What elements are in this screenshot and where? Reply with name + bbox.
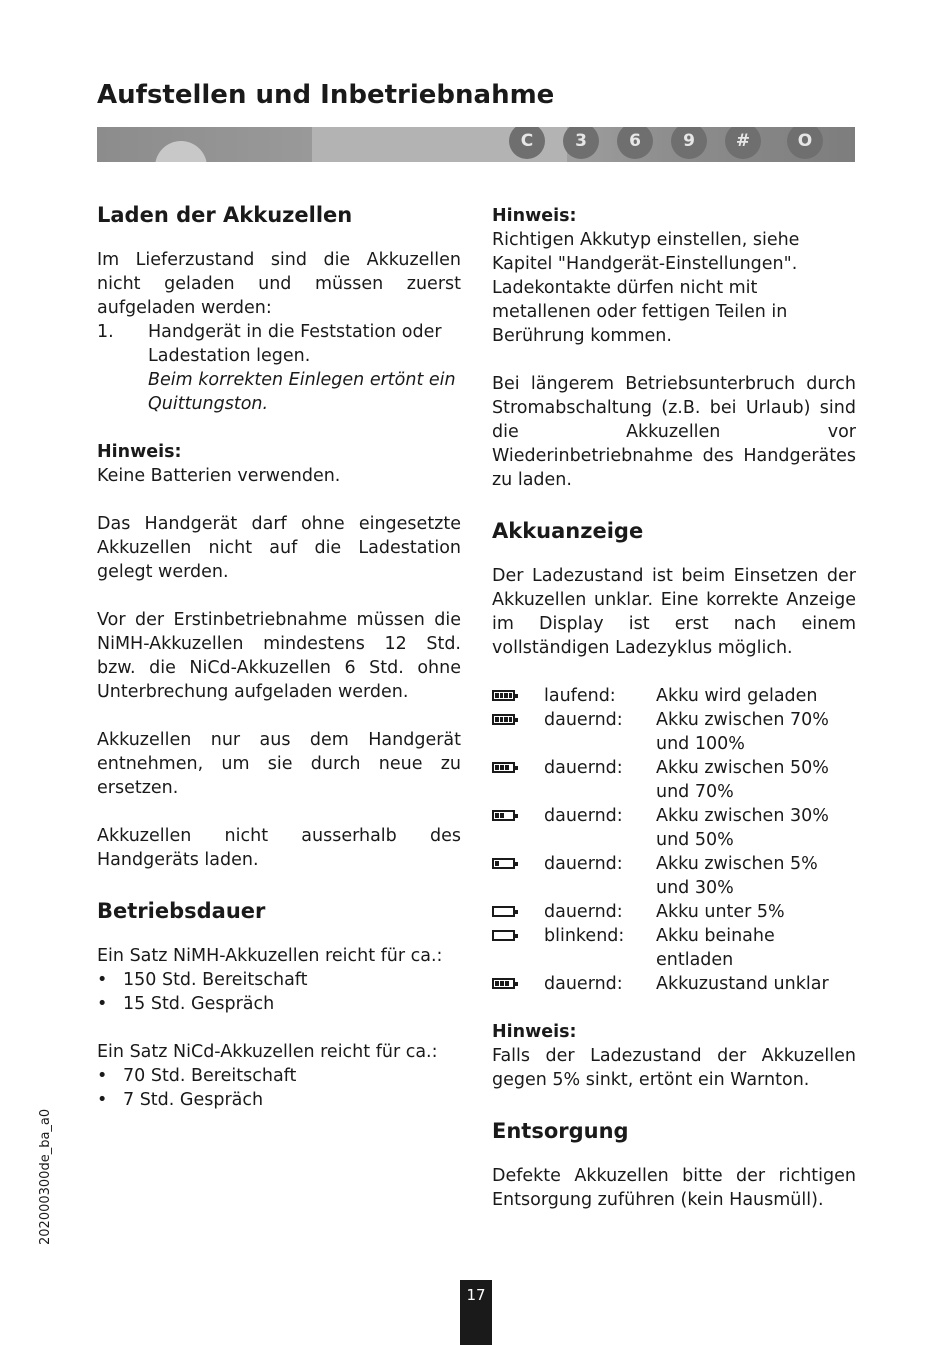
battery-empty-icon	[492, 906, 515, 917]
note-text: Falls der Ladezustand der Akkuzellen gegen 5% sinkt, ertönt ein Warnton.	[492, 1046, 856, 1090]
section-title-betriebsdauer: Betriebsdauer	[97, 899, 266, 923]
battery-empty-icon	[492, 930, 515, 941]
paragraph: Das Handgerät darf ohne eingesetzte Akkuzellen nicht auf die Ladestation gelegt werden.	[97, 514, 461, 582]
keypad-key-c: C	[509, 127, 545, 159]
list-item: • 70 Std. Bereitschaft	[97, 1066, 297, 1086]
phone-button-image	[155, 141, 207, 162]
battery-full-icon	[492, 714, 515, 725]
paragraph: Vor der Erstinbetriebnahme müssen die NiMH-Akkuzellen mindestens 12 Std. bzw. die NiCd-Akkuzellen 6 Std. ohne Unterbrechung aufgeladen werden.	[97, 610, 461, 702]
list-item: • 150 Std. Bereitschaft	[97, 970, 308, 990]
nicd-intro: Ein Satz NiCd-Akkuzellen reicht für ca.:	[97, 1042, 438, 1062]
battery-three-quarter-icon	[492, 762, 515, 773]
battery-mode: dauernd:	[544, 710, 623, 730]
paragraph: Akkuzellen nicht ausserhalb des Handgeräts laden.	[97, 826, 461, 870]
laden-intro: Im Lieferzustand sind die Akkuzellen nicht geladen und müssen zuerst aufgeladen werden:	[97, 250, 461, 318]
battery-description: Akku zwischen 70% und 100%	[656, 710, 829, 754]
list-item: • 7 Std. Gespräch	[97, 1090, 264, 1110]
section-title-entsorgung: Entsorgung	[492, 1119, 629, 1143]
section-title-akkuanzeige: Akkuanzeige	[492, 519, 644, 543]
paragraph: Bei längerem Betriebsunterbruch durch Stromabschaltung (z.B. bei Urlaub) sind die Akkuzellen vor Wiederinbetriebnahme des Handgerätes zu laden.	[492, 374, 856, 490]
phone-keypad-banner	[97, 127, 855, 162]
battery-mode: blinkend:	[544, 926, 625, 946]
laden-steps	[97, 320, 461, 416]
right-column	[492, 204, 856, 1212]
bullet: •	[97, 1066, 108, 1086]
table-row	[492, 708, 856, 756]
battery-description: Akku wird geladen	[656, 686, 818, 706]
list-item: • 15 Std. Gespräch	[97, 994, 275, 1014]
paragraph: Akkuzellen nur aus dem Handgerät entnehmen, um sie durch neue zu ersetzen.	[97, 730, 461, 798]
table-row	[492, 924, 856, 972]
bullet: •	[97, 970, 108, 990]
document-code: 202000300de_ba_a0	[38, 1108, 53, 1245]
entsorgung-text: Defekte Akkuzellen bitte der richtigen Entsorgung zuführen (kein Hausmüll).	[492, 1166, 856, 1210]
step-number: 1.	[97, 322, 114, 342]
keypad-key-o: O	[787, 127, 823, 159]
battery-indicator-table	[492, 684, 856, 996]
section-title-laden: Laden der Akkuzellen	[97, 203, 353, 227]
note-title: Hinweis:	[492, 206, 577, 226]
table-row	[492, 756, 856, 804]
battery-description: Akku zwischen 50% und 70%	[656, 758, 829, 802]
bullet: •	[97, 994, 108, 1014]
nicd-list	[97, 1064, 461, 1112]
note-title: Hinweis:	[492, 1022, 577, 1042]
battery-mode: dauernd:	[544, 902, 623, 922]
step-result: Beim korrekten Einlegen ertönt ein Quittungston.	[148, 370, 456, 414]
battery-mode: dauernd:	[544, 806, 623, 826]
note-text: Richtigen Akkutyp einstellen, siehe Kapitel "Handgerät-Einstellungen". Ladekontakte dürfen nicht mit metallenen oder fettigen Teilen in Berührung kommen.	[492, 230, 800, 346]
table-row	[492, 684, 856, 708]
battery-quarter-icon	[492, 858, 515, 869]
nimh-intro: Ein Satz NiMH-Akkuzellen reicht für ca.:	[97, 946, 443, 966]
battery-full-icon	[492, 690, 515, 701]
step-text: Handgerät in die Feststation oder Ladestation legen.	[148, 322, 442, 366]
page-title: Aufstellen und Inbetriebnahme	[97, 80, 555, 110]
table-row	[492, 852, 856, 900]
battery-description: Akku zwischen 30% und 50%	[656, 806, 829, 850]
battery-mode: dauernd:	[544, 758, 623, 778]
left-column	[97, 200, 461, 1112]
bullet: •	[97, 1090, 108, 1110]
battery-mode: laufend:	[544, 686, 616, 706]
battery-half-icon	[492, 810, 515, 821]
note-title: Hinweis:	[97, 442, 182, 462]
table-row	[492, 804, 856, 852]
page-number: 17	[460, 1280, 492, 1345]
keypad-key-hash: #	[725, 127, 761, 159]
table-row	[492, 900, 856, 924]
battery-mode: dauernd:	[544, 974, 623, 994]
nimh-list	[97, 968, 461, 1016]
battery-mode: dauernd:	[544, 854, 623, 874]
battery-description: Akku beinahe entladen	[656, 926, 775, 970]
akkuanzeige-intro: Der Ladezustand ist beim Einsetzen der Akkuzellen unklar. Eine korrekte Anzeige im Display ist erst nach einem vollständigen Ladezyklus möglich.	[492, 566, 856, 658]
battery-description: Akku zwischen 5% und 30%	[656, 854, 818, 898]
keypad-key-6: 6	[617, 127, 653, 159]
keypad-key-3: 3	[563, 127, 599, 159]
list-item	[97, 320, 461, 416]
battery-description: Akku unter 5%	[656, 902, 785, 922]
battery-unknown-icon	[492, 978, 515, 989]
note-text: Keine Batterien verwenden.	[97, 466, 341, 486]
table-row	[492, 972, 856, 996]
keypad-key-9: 9	[671, 127, 707, 159]
battery-description: Akkuzustand unklar	[656, 974, 829, 994]
